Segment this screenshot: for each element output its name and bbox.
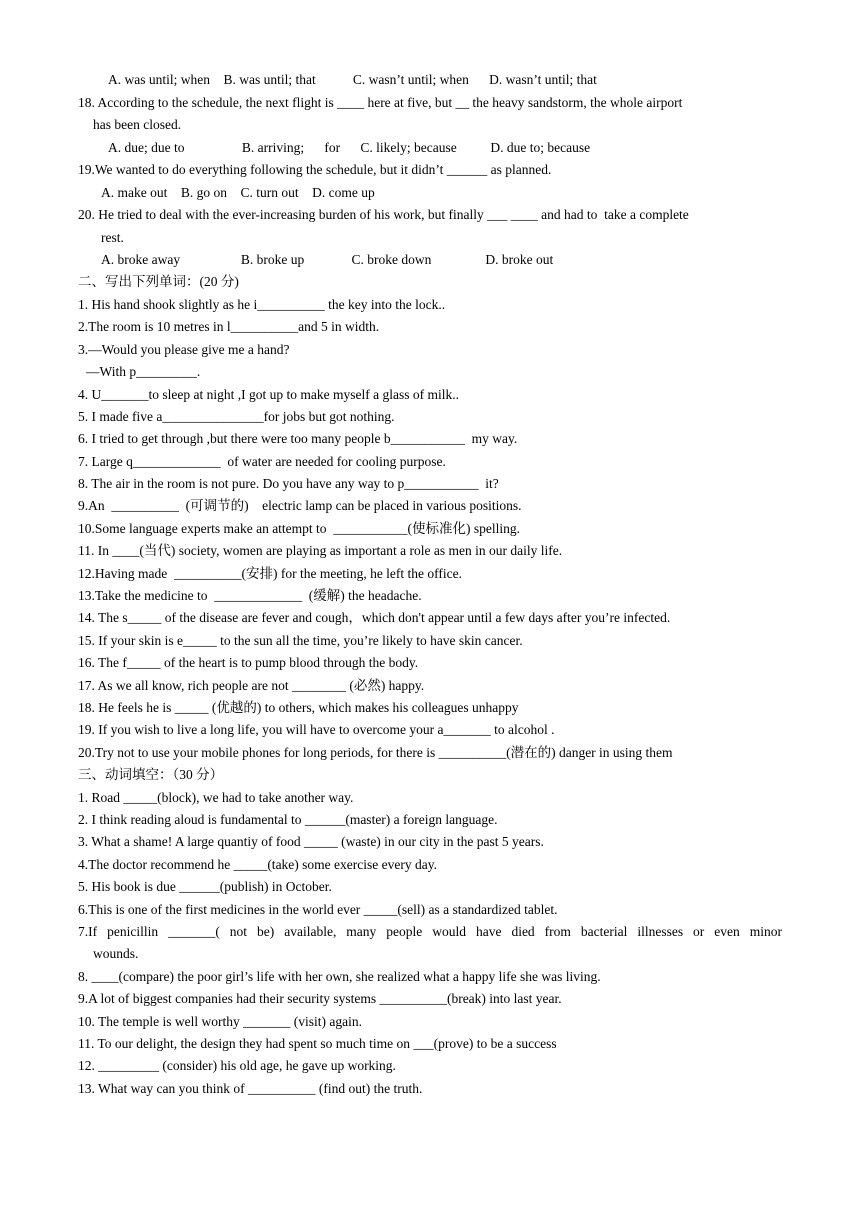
q19-options: A. make out B. go on C. turn out D. come up <box>101 185 375 200</box>
s2-item-12: 12.Having made __________(安排) for the meeting, he left the office. <box>78 566 463 581</box>
s2-item-4: 4. U_______to sleep at night ,I got up to make myself a glass of milk.. <box>78 387 459 402</box>
s3-item-4: 4.The doctor recommend he _____(take) some exercise every day. <box>78 857 437 872</box>
question-20-cont: rest. <box>101 230 124 245</box>
s3-item-3: 3. What a shame! A large quantiy of food _____ (waste) in our city in the past 5 years. <box>78 834 544 849</box>
s2-item-6: 6. I tried to get through ,but there were too many people b___________ my way. <box>78 431 518 446</box>
s3-item-11: 11. To our delight, the design they had spent so much time on ___(prove) to be a success <box>78 1036 557 1051</box>
s2-item-15: 15. If your skin is e_____ to the sun all the time, you’re likely to have skin cancer. <box>78 633 523 648</box>
s2-item-18: 18. He feels he is _____ (优越的) to others, which makes his colleagues unhappy <box>78 700 519 715</box>
section-2-heading: 二、写出下列单词：(20 分) <box>78 274 239 289</box>
question-18: 18. According to the schedule, the next flight is ____ here at five, but __ the heavy sandstorm, the whole airport <box>78 95 683 110</box>
question-19: 19.We wanted to do everything following the schedule, but it didn’t ______ as planned. <box>78 162 552 177</box>
q17-options: A. was until; when B. was until; that C. wasn’t until; when D. wasn’t until; that <box>108 72 597 87</box>
s2-item-14: 14. The s_____ of the disease are fever and cough，which don't appear until a few days after you’re infected. <box>78 610 671 625</box>
s2-item-19: 19. If you wish to live a long life, you will have to overcome your a_______ to alcohol . <box>78 722 555 737</box>
s3-item-2: 2. I think reading aloud is fundamental to ______(master) a foreign language. <box>78 812 498 827</box>
s3-item-9: 9.A lot of biggest companies had their security systems __________(break) into last year. <box>78 991 562 1006</box>
q18-options: A. due; due to B. arriving; for C. likely; because D. due to; because <box>108 140 591 155</box>
s2-item-8: 8. The air in the room is not pure. Do you have any way to p___________ it? <box>78 476 499 491</box>
s3-item-7-cont: wounds. <box>93 946 139 961</box>
question-20: 20. He tried to deal with the ever-increasing burden of his work, but finally ___ ____ and had to take a complete <box>78 207 689 222</box>
s2-item-1: 1. His hand shook slightly as he i__________ the key into the lock.. <box>78 297 446 312</box>
s3-item-10: 10. The temple is well worthy _______ (visit) again. <box>78 1014 362 1029</box>
s2-item-13: 13.Take the medicine to _____________ (缓解) the headache. <box>78 588 422 603</box>
s2-item-9: 9.An __________ (可调节的) electric lamp can be placed in various positions. <box>78 498 522 513</box>
s2-item-3: 3.—Would you please give me a hand? <box>78 342 290 357</box>
s2-item-16: 16. The f_____ of the heart is to pump blood through the body. <box>78 655 419 670</box>
s2-item-20: 20.Try not to use your mobile phones for long periods, for there is __________(潜在的) danger in using them <box>78 745 673 760</box>
s2-item-7: 7. Large q_____________ of water are needed for cooling purpose. <box>78 454 446 469</box>
s3-item-8: 8. ____(compare) the poor girl’s life with her own, she realized what a happy life she was living. <box>78 969 601 984</box>
s3-item-6: 6.This is one of the first medicines in the world ever _____(sell) as a standardized tablet. <box>78 902 558 917</box>
s2-item-10: 10.Some language experts make an attempt to ___________(使标准化) spelling. <box>78 521 521 536</box>
s3-item-12: 12. _________ (consider) his old age, he gave up working. <box>78 1058 396 1073</box>
s2-item-5: 5. I made five a_______________for jobs but got nothing. <box>78 409 395 424</box>
s3-item-13: 13. What way can you think of __________ (find out) the truth. <box>78 1081 423 1096</box>
s3-item-5: 5. His book is due ______(publish) in October. <box>78 879 332 894</box>
question-18-cont: has been closed. <box>93 117 182 132</box>
s2-item-3-reply: —With p_________. <box>86 364 201 379</box>
section-3-heading: 三、动词填空：（30 分） <box>78 767 224 782</box>
s3-item-1: 1. Road _____(block), we had to take another way. <box>78 790 354 805</box>
s2-item-2: 2.The room is 10 metres in l__________and 5 in width. <box>78 319 380 334</box>
s2-item-11: 11. In ____(当代) society, women are playing as important a role as men in our daily life. <box>78 543 563 558</box>
s2-item-17: 17. As we all know, rich people are not ________ (必然) happy. <box>78 678 425 693</box>
s3-item-7: 7.If penicillin _______( not be) available, many people would have died from bacterial illnesses or even minor <box>78 924 782 939</box>
q20-options: A. broke away B. broke up C. broke down D. broke out <box>101 252 554 267</box>
